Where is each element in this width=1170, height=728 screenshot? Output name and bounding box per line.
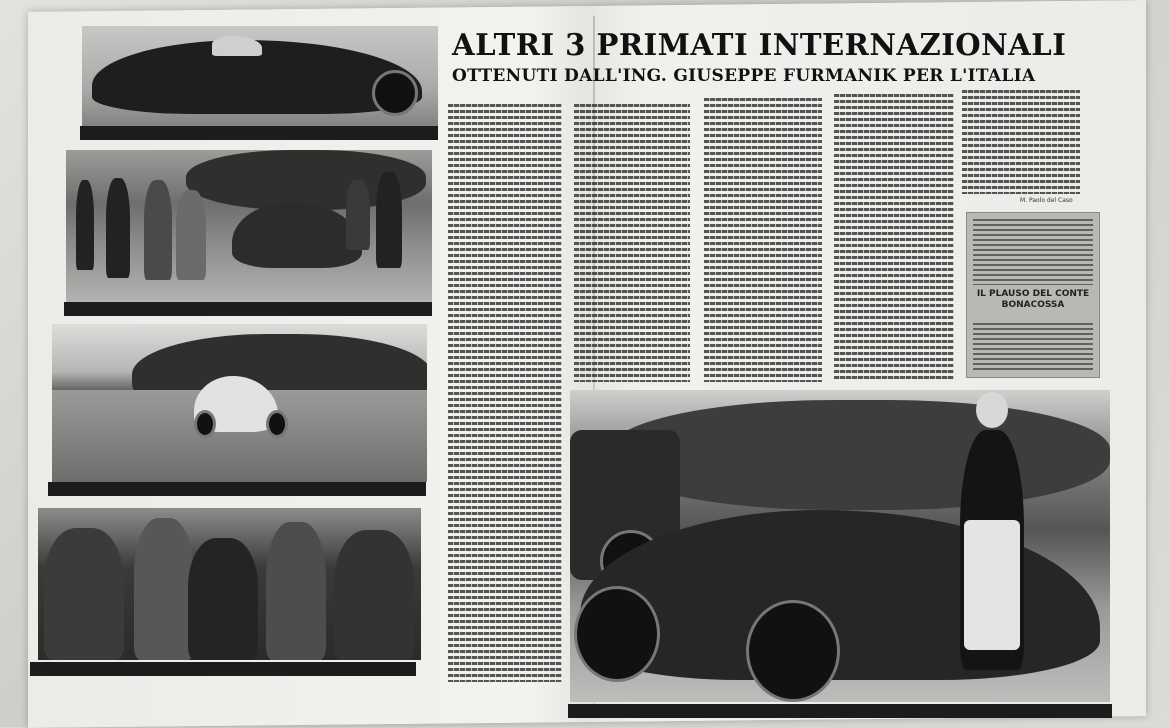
car-window (212, 36, 262, 56)
race-car-shape (232, 202, 362, 268)
sidebar-text (973, 219, 1093, 285)
caption-bar-4 (30, 662, 416, 676)
person-shape (266, 522, 326, 660)
head-shape (976, 392, 1008, 428)
person-shape (106, 178, 130, 278)
sidebar-box-title: IL PLAUSO DEL CONTE BONACOSSA (976, 289, 1090, 310)
sidebar-text (973, 323, 1093, 371)
wheel-shape (194, 410, 216, 438)
wheel-shape (372, 70, 418, 116)
photo-men-with-car (66, 150, 432, 302)
headline: ALTRI 3 PRIMATI INTERNAZIONALI (452, 28, 1067, 63)
wheel-shape (746, 600, 840, 702)
text-column-1 (448, 104, 562, 682)
person-shape (44, 528, 124, 660)
wheel-shape (266, 410, 288, 438)
white-trousers-shape (964, 520, 1020, 650)
person-shape (334, 530, 414, 660)
photo-car-on-road (52, 324, 427, 482)
byline: M. Paolo del Caso (1020, 197, 1073, 204)
person-shape (188, 538, 258, 660)
person-shape (144, 180, 172, 280)
caption-bar-3 (48, 482, 426, 496)
caption-bar-1 (80, 126, 438, 140)
person-shape (176, 190, 206, 280)
wheel-shape (574, 586, 660, 682)
person-shape (134, 518, 194, 660)
subheadline: OTTENUTI DALL'ING. GIUSEPPE FURMANIK PER L'ITALIA (452, 66, 1036, 86)
person-shape (346, 180, 370, 250)
person-shape (76, 180, 94, 270)
sidebar-box (966, 212, 1100, 378)
text-column-5 (962, 90, 1080, 194)
caption-bar-2 (64, 302, 432, 316)
person-shape (376, 172, 402, 268)
photo-coupe (82, 26, 438, 130)
photo-crowd (38, 508, 421, 660)
text-column-3 (704, 98, 822, 382)
caption-bar-5 (568, 704, 1112, 718)
trees-shape (610, 400, 1110, 510)
text-column-2 (574, 104, 690, 382)
text-column-4 (834, 94, 954, 382)
photo-man-with-record-car (570, 390, 1110, 702)
